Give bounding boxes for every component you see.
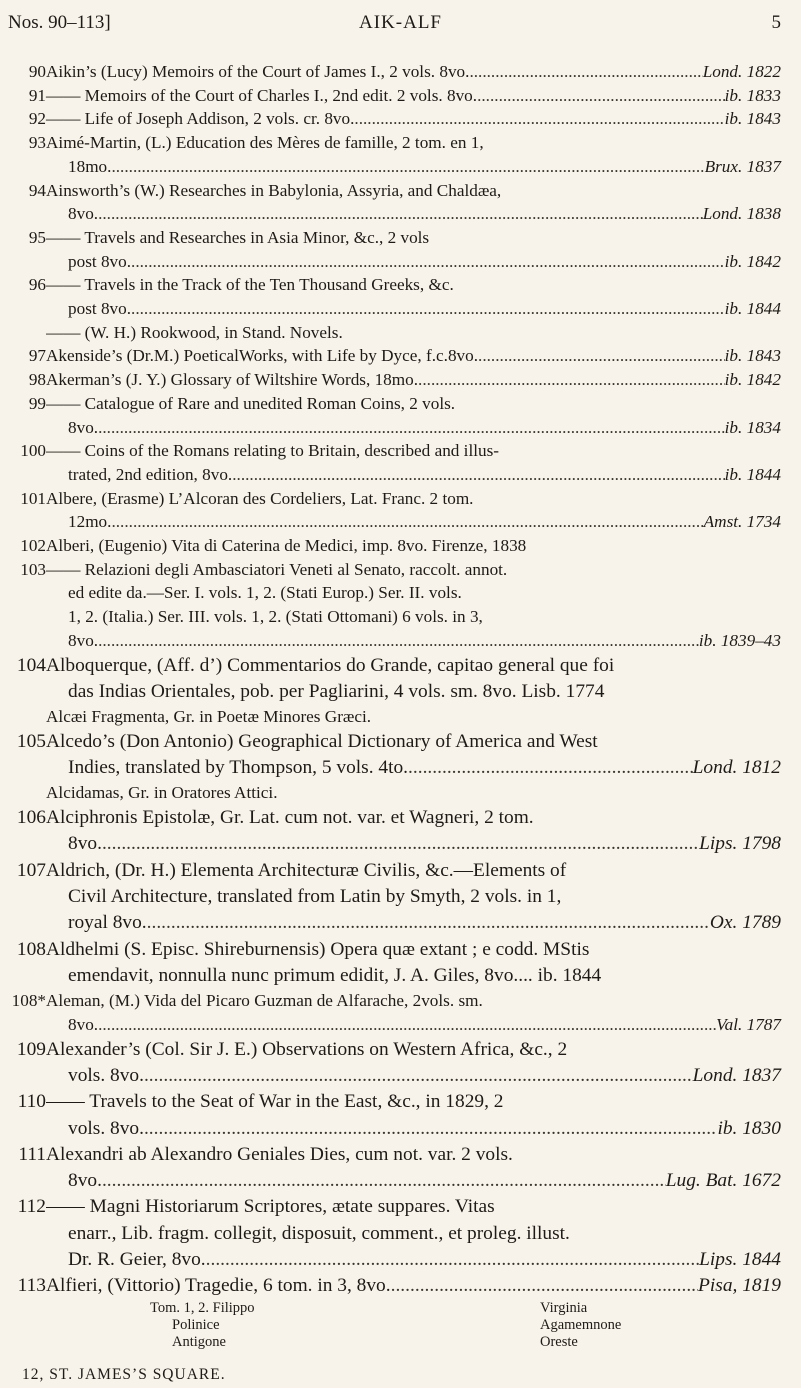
dot-leader xyxy=(102,1168,666,1194)
entry-number: 92 xyxy=(28,109,46,129)
entry-text: Alcidamas, Gr. in Oratores Attici. xyxy=(46,783,278,803)
entry-format: 8vo. xyxy=(68,417,99,437)
entry-format: 12mo. xyxy=(68,512,112,532)
catalogue-entry xyxy=(0,805,801,858)
catalogue-entry xyxy=(0,989,801,1036)
entry-number: 104 xyxy=(16,654,46,676)
entry-number: 112 xyxy=(17,1196,46,1218)
entry-format: vols. 8vo. xyxy=(68,1064,144,1086)
contents-item: Virginia xyxy=(540,1299,588,1316)
entry-imprint: Lips. 1844 xyxy=(699,1249,781,1271)
entry-text: —— Travels to the Seat of War in the East, &c., in 1829, 2 xyxy=(46,1091,504,1113)
entry-imprint: ib. 1842 xyxy=(724,370,781,390)
contents-column-right xyxy=(540,1300,621,1351)
entry-text xyxy=(46,368,781,392)
entry-number: 100 xyxy=(20,441,46,461)
entry-number: 106 xyxy=(16,807,46,829)
entry-last-line xyxy=(68,1168,781,1194)
entry-imprint: Amst. 1734 xyxy=(703,512,781,532)
entry-number: 93 xyxy=(28,133,46,153)
header-title: AIK-ALF xyxy=(359,12,442,33)
entry-imprint: ib. 1843 xyxy=(724,109,781,129)
dot-leader xyxy=(478,344,725,368)
catalogue-entry xyxy=(0,84,801,108)
dot-leader xyxy=(111,510,703,534)
entry-number: 107 xyxy=(16,859,46,881)
entry-text: Aimé-Martin, (L.) Education des Mères de famille, 2 tom. en 1, xyxy=(46,133,484,153)
contents-item: Agamemnone xyxy=(540,1316,622,1333)
dot-leader xyxy=(98,629,699,653)
entry-last-line xyxy=(68,510,781,534)
entry-text: Aleman, (M.) Vida del Picaro Guzman de Alfarache, 2vols. sm. xyxy=(46,991,483,1011)
entry-text: —— Catalogue of Rare and unedited Roman Coins, 2 vols. xyxy=(46,393,456,413)
catalogue-entry xyxy=(0,1142,801,1195)
entry-imprint: ib. 1830 xyxy=(717,1117,781,1139)
catalogue-entry xyxy=(0,781,801,805)
entry-title: Akenside’s (Dr.M.) PoeticalWorks, with Life by Dyce, f.c.8vo. xyxy=(46,346,479,366)
dot-leader xyxy=(98,202,703,226)
entry-number: 97 xyxy=(28,346,46,366)
catalogue-entry xyxy=(0,321,801,345)
footer-address: 12, ST. JAMES’S SQUARE. xyxy=(22,1366,226,1383)
catalogue-entry xyxy=(0,858,801,937)
contents-item: Polinice xyxy=(172,1316,220,1333)
entry-number: 96 xyxy=(28,275,46,295)
entry-format: 18mo. xyxy=(68,156,112,176)
entry-imprint: ib. 1834 xyxy=(724,417,781,437)
entry-imprint: ib. 1844 xyxy=(724,464,781,484)
dot-leader xyxy=(391,1273,698,1299)
catalogue-entry xyxy=(0,1037,801,1090)
entry-imprint: ib. 1839–43 xyxy=(698,630,781,650)
entry-number: 90 xyxy=(28,62,46,81)
catalogue-entry xyxy=(0,1089,801,1142)
catalogue-entry xyxy=(0,131,801,178)
dot-leader xyxy=(102,831,699,857)
entry-title: Alfieri, (Vittorio) Tragedie, 6 tom. in 3, 8vo. xyxy=(46,1275,391,1297)
entry-list xyxy=(0,60,801,1360)
entry-number: 101 xyxy=(20,488,46,508)
catalogue-entry xyxy=(0,368,801,392)
entry-last-line xyxy=(68,250,781,274)
entry-format: Dr. R. Geier, 8vo. xyxy=(68,1249,206,1271)
entry-format: 8vo. xyxy=(68,833,102,855)
entry-number: 98 xyxy=(28,370,46,390)
entry-number: 99 xyxy=(28,393,46,413)
entry-last-line xyxy=(68,910,781,936)
entry-number: 108 xyxy=(16,938,46,960)
catalogue-entry xyxy=(0,273,801,320)
catalogue-entry xyxy=(0,937,801,990)
entry-number: 103 xyxy=(20,559,46,579)
dot-leader xyxy=(111,155,704,179)
entry-last-line xyxy=(68,202,781,226)
entry-format: trated, 2nd edition, 8vo. xyxy=(68,464,233,484)
entry-title: Aikin’s (Lucy) Memoirs of the Court of James I., 2 vols. 8vo. xyxy=(46,62,470,81)
entry-text xyxy=(46,60,781,84)
entry-number: 91 xyxy=(28,85,46,105)
entry-imprint: Lond. 1837 xyxy=(692,1064,781,1086)
dot-leader xyxy=(232,463,724,487)
catalogue-entry xyxy=(0,729,801,782)
entry-text: —— Travels in the Track of the Ten Thousand Greeks, &c. xyxy=(46,275,454,295)
entry-continuation: emendavit, nonnulla nunc primum edidit, J. A. Giles, 8vo.... ib. 1844 xyxy=(68,964,602,986)
dot-leader xyxy=(147,910,710,936)
entry-text: Aldrich, (Dr. H.) Elementa Architecturæ Civilis, &c.—Elements of xyxy=(46,859,567,881)
entry-113-contents xyxy=(0,1300,801,1360)
entry-continuation: 1, 2. (Italia.) Ser. III. vols. 1, 2. (Stati Ottomani) 6 vols. in 3, xyxy=(68,607,483,627)
catalogue-entry xyxy=(0,1273,801,1299)
entry-imprint: ib. 1833 xyxy=(724,85,781,105)
entry-format: post 8vo. xyxy=(68,299,132,319)
catalogue-entry xyxy=(0,439,801,486)
entry-imprint: ib. 1842 xyxy=(724,251,781,271)
contents-item: Tom. 1, 2. Filippo xyxy=(150,1299,255,1316)
entry-text: —— Relazioni degli Ambasciatori Veneti al Senato, raccolt. annot. xyxy=(46,559,508,579)
header-range: Nos. 90–113] xyxy=(8,12,111,33)
entry-continuation: enarr., Lib. fragm. collegit, disposuit, comment., et proleg. illust. xyxy=(68,1222,570,1244)
catalogue-entry xyxy=(0,653,801,706)
entry-imprint: Lond. 1838 xyxy=(702,204,781,224)
entry-number: 105 xyxy=(16,730,46,752)
contents-item: Antigone xyxy=(172,1333,226,1350)
catalogue-entry xyxy=(0,1194,801,1273)
entry-text: Alciphronis Epistolæ, Gr. Lat. cum not. var. et Wagneri, 2 tom. xyxy=(46,807,534,829)
dot-leader xyxy=(98,416,725,440)
entry-format: Indies, translated by Thompson, 5 vols. 4to. xyxy=(68,757,409,779)
dot-leader xyxy=(131,250,725,274)
entry-format: 8vo. xyxy=(68,1014,99,1034)
entry-format: 8vo. xyxy=(68,1170,102,1192)
dot-leader xyxy=(98,1013,716,1037)
dot-leader xyxy=(144,1116,717,1142)
entry-number: 113 xyxy=(17,1275,46,1297)
entry-imprint: Ox. 1789 xyxy=(709,912,781,934)
entry-number: 102 xyxy=(20,536,46,556)
entry-format: vols. 8vo. xyxy=(68,1117,144,1139)
entry-text: Aldhelmi (S. Episc. Shireburnensis) Opera quæ extant ; e codd. MStis xyxy=(46,938,590,960)
entry-imprint: Lond. 1822 xyxy=(702,62,781,81)
entry-text: —— (W. H.) Rookwood, in Stand. Novels. xyxy=(46,322,343,342)
catalogue-entry xyxy=(0,705,801,729)
entry-last-line xyxy=(68,1013,781,1037)
entry-imprint: ib. 1844 xyxy=(724,299,781,319)
entry-last-line xyxy=(68,831,781,857)
entry-last-line xyxy=(68,1116,781,1142)
entry-imprint: Brux. 1837 xyxy=(704,156,781,176)
entry-format: 8vo. xyxy=(68,630,99,650)
dot-leader xyxy=(206,1247,699,1273)
entry-imprint: ib. 1843 xyxy=(724,346,781,366)
entry-text: —— Travels and Researches in Asia Minor, &c., 2 vols xyxy=(46,227,430,247)
entry-continuation: Civil Architecture, translated from Latin by Smyth, 2 vols. in 1, xyxy=(68,886,562,908)
entry-text: Alexandri ab Alexandro Geniales Dies, cum not. var. 2 vols. xyxy=(46,1143,513,1165)
entry-text xyxy=(46,84,781,108)
entry-text xyxy=(46,107,781,131)
entry-title: —— Life of Joseph Addison, 2 vols. cr. 8vo. xyxy=(46,109,355,129)
dot-leader xyxy=(144,1063,693,1089)
contents-item: Oreste xyxy=(540,1333,578,1350)
entry-last-line xyxy=(68,629,781,653)
catalogue-entry xyxy=(0,344,801,368)
entry-number: 108* xyxy=(11,991,46,1011)
entry-number: 109 xyxy=(16,1038,46,1060)
catalogue-entry xyxy=(0,179,801,226)
entry-text: Alberi, (Eugenio) Vita di Caterina de Medici, imp. 8vo. Firenze, 1838 xyxy=(46,536,527,556)
page-header xyxy=(0,10,801,36)
entry-last-line xyxy=(68,1247,781,1273)
entry-last-line xyxy=(68,463,781,487)
entry-title: —— Memoirs of the Court of Charles I., 2nd edit. 2 vols. 8vo. xyxy=(46,85,478,105)
entry-text: Alexander’s (Col. Sir J. E.) Observations on Western Africa, &c., 2 xyxy=(46,1038,568,1060)
catalogue-entry xyxy=(0,534,801,558)
dot-leader xyxy=(354,107,724,131)
entry-number: 94 xyxy=(28,180,46,200)
entry-last-line xyxy=(68,1063,781,1089)
catalogue-entry xyxy=(0,558,801,653)
catalogue-entry xyxy=(0,392,801,439)
entry-text xyxy=(46,344,781,368)
catalogue-entry xyxy=(0,107,801,131)
entry-text: —— Magni Historiarum Scriptores, ætate suppares. Vitas xyxy=(46,1196,495,1218)
entry-imprint: Val. 1787 xyxy=(716,1014,781,1034)
entry-last-line xyxy=(68,755,781,781)
entry-number: 111 xyxy=(18,1143,46,1165)
dot-leader xyxy=(477,84,725,108)
entry-text: Alcedo’s (Don Antonio) Geographical Dictionary of America and West xyxy=(46,730,598,752)
entry-text: Albere, (Erasme) L’Alcoran des Cordeliers, Lat. Franc. 2 tom. xyxy=(46,488,474,508)
entry-title: Akerman’s (J. Y.) Glossary of Wiltshire Words, 18mo. xyxy=(46,370,419,390)
dot-leader xyxy=(408,755,693,781)
entry-continuation: das Indias Orientales, pob. per Pagliarini, 4 vols. sm. 8vo. Lisb. 1774 xyxy=(68,680,605,702)
catalogue-entry xyxy=(0,226,801,273)
dot-leader xyxy=(418,368,725,392)
dot-leader xyxy=(469,60,702,84)
entry-imprint: Lips. 1798 xyxy=(699,833,781,855)
entry-text: —— Coins of the Romans relating to Britain, described and illus- xyxy=(46,441,500,461)
contents-column-left xyxy=(150,1300,255,1351)
entry-imprint: Lond. 1812 xyxy=(692,757,781,779)
catalogue-entry xyxy=(0,60,801,84)
entry-last-line xyxy=(68,155,781,179)
entry-text: Alcæi Fragmenta, Gr. in Poetæ Minores Græci. xyxy=(46,707,372,727)
page-number: 5 xyxy=(771,12,781,33)
entry-format: post 8vo. xyxy=(68,251,132,271)
catalogue-entry xyxy=(0,487,801,534)
entry-text: Alboquerque, (Aff. d’) Commentarios do Grande, capitao general que foi xyxy=(46,654,615,676)
entry-text: Ainsworth’s (W.) Researches in Babylonia, Assyria, and Chaldæa, xyxy=(46,180,502,200)
entry-last-line xyxy=(68,416,781,440)
entry-imprint: Lug. Bat. 1672 xyxy=(665,1170,781,1192)
entry-continuation: ed edite da.—Ser. I. vols. 1, 2. (Stati Europ.) Ser. II. vols. xyxy=(68,583,462,603)
entry-format: 8vo. xyxy=(68,204,99,224)
entry-text xyxy=(46,1273,781,1299)
entry-number: 110 xyxy=(17,1091,46,1113)
entry-number: 95 xyxy=(28,227,46,247)
dot-leader xyxy=(131,297,725,321)
entry-imprint: Pisa, 1819 xyxy=(698,1275,781,1297)
entry-format: royal 8vo. xyxy=(68,912,147,934)
entry-last-line xyxy=(68,297,781,321)
